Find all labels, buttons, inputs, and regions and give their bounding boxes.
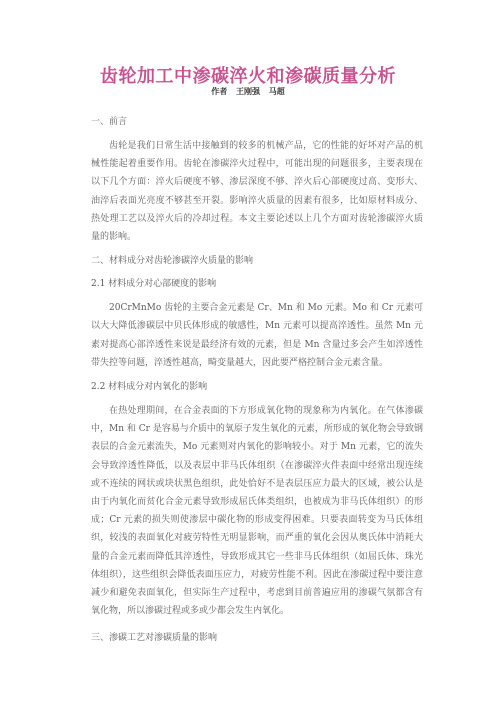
section-heading: 一、前言 (91, 117, 128, 127)
author-name: 王刚强 (236, 87, 260, 96)
document-title: 齿轮加工中渗碳淬火和渗碳质量分析 (100, 66, 396, 87)
author-label: 作者 (211, 87, 228, 96)
author-line (0, 86, 496, 97)
subsection-heading: 2.2 材料成分对内氧化的影响 (91, 382, 208, 393)
section-heading: 二、材料成分对齿轮渗碳淬火质量的影响 (91, 256, 254, 267)
section-heading: 三、渗碳工艺对渗碳质量的影响 (91, 633, 218, 644)
author-name: 马超 (268, 87, 285, 96)
paragraph: 在热处理期间，在合金表面的下方形成氧化物的现象称为内氧化。在气体渗碳中，Mn 和 Cr 是容易与介质中的氧原子发生氧化的元素，所形成的氧化物会导致钢表层的合金元素流失，Mo 元素则对内氧化的影响较小。对于 Mn 元素，它的流失会导致淬透性降低，以及表层中非马氏体组织（在渗碳淬火件表面中经常出现连续或不连续的网状或块状黑色组织，此处恰好不是表层压应力最大的区域，被公认是由于内氧化而贫化合金元素导致形成屈氏体类组织，也被成为非马氏体组织）的形成；Cr 元素的损失则使渗层中碳化物的形成变得困难。只要表面转变为马氏体组织，较浅的表面氧化对疲劳特性无明显影响，而严重的氧化会因从奥氏体中消耗大量的合金元素而降低其淬透性，导致形成其它一些非马氏体组织（如屈氏体、珠光体组织），这些组织会降低表面压应力，对疲劳性能不利。因此在渗碳过程中要注意减少和避免表面氧化，但实际生产过程中，考虑到目前普遍应用的渗碳气氛都含有氧化物，所以渗碳过程或多或少都会发生内氧化。 (91, 406, 423, 617)
document-body (91, 106, 423, 653)
paragraph: 齿轮是我们日常生活中接触到的较多的机械产品，它的性能的好坏对产品的机械性能起着重要作用。齿轮在渗碳淬火过程中，可能出现的问题很多，主要表现在以下几个方面：淬火后硬度不够、渗层深度不够、淬火后心部硬度过高、变形大、油淬后表面光亮度不够甚至开裂。影响淬火质量的因素有很多，比如原材料成分、热处理工艺以及淬火后的冷却过程。本文主要论述以上几个方面对齿轮渗碳淬火质量的影响。 (91, 141, 423, 243)
paragraph: 20CrMnMo 齿轮的主要合金元素是 Cr、Mn 和 Mo 元素。Mo 和 Cr 元素可以大大降低渗碳层中贝氏体形成的敏感性，Mn 元素可以提高淬透性。虽然 Mn 元素对提高心部淬透性来说是最经济有效的元素，但是 Mn 含量过多会产生如淬透性带失控等问题，淬透性越高，畸变量越大，因此要严格控制合金元素含量。 (91, 303, 423, 368)
subsection-heading: 2.1 材料成分对心部硬度的影响 (91, 279, 217, 290)
